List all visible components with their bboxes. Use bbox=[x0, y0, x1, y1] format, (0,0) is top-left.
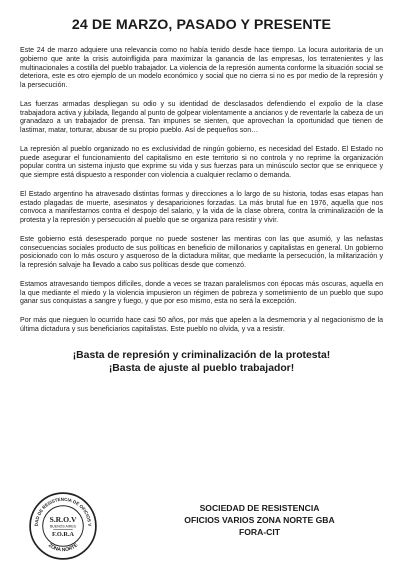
organization-subtitle: OFICIOS VARIOS ZONA NORTE GBA bbox=[184, 515, 335, 526]
svg-text:ZONA NORTE bbox=[47, 542, 80, 553]
paragraph-2: Las fuerzas armadas despliegan su odio y su identidad de desclasados defendiendo el expolio de la clase trabajadora activa y jubilada, llegando al punto de golpear violentamente a ancianos y de reventarle la cabeza de un granadazo a un trabajador de prensa. Tan impunes se sienten, que aprovechan la oportunidad que tienen de lastimar, matar, torturar, abusar de su propio pueblo. Así de pequeños son… bbox=[20, 100, 383, 134]
seal-city: BUENOS AIRES bbox=[49, 524, 77, 529]
slogans bbox=[20, 349, 383, 376]
paragraph-7: Por más que nieguen lo ocurrido hace casi 50 años, por más que apelen a la desmemoria y al negacionismo de la última dictadura y sus beneficiarios capitalistas. Este pueblo no olvida, y va a resistir. bbox=[20, 317, 383, 333]
organization-federation: FORA-CIT bbox=[238, 527, 281, 538]
organization-seal bbox=[28, 491, 98, 561]
paragraph-5: Este gobierno está desesperado porque no puede sostener las mentiras con las que asumió, y las nefastas consecuencias sociales producto de sus políticas en beneficio de millonarios y capitalistas en general. Un gobierno posicionado con lo más oscuro y asqueroso de la dictadura militar, que mediante la persecución, la militarización y la represión salvaje ha llevado a cabo sus políticas desde que comenzó. bbox=[20, 235, 383, 269]
organization-signature bbox=[136, 502, 383, 539]
paragraph-3: La represión al pueblo organizado no es exclusividad de ningún gobierno, es necesidad del Estado. El Estado no puede asegurar el funcionamiento del capitalismo en este territorio si no controla y no reprime la organización popular contra un sistema injusto que exprime su vida y sus fuerzas para un minúsculo sector que se enriquece y que siempre está dispuesto a responder con violencia a cualquier reclamo o demanda. bbox=[20, 145, 383, 179]
seal-federation: F.O.R.A bbox=[52, 530, 74, 538]
slogan-1: ¡Basta de represión y criminalización de la protesta! bbox=[72, 349, 331, 361]
organization-name: SOCIEDAD DE RESISTENCIA bbox=[199, 503, 320, 513]
paragraph-4: El Estado argentino ha atravesado distintas formas y direcciones a lo largo de su historia, todas esas etapas han estado plagadas de muerte, asesinatos y desapariciones forzadas. La más brutal fue en 1976, aquella que nos convoca a manifestarnos contra el despojo del salario, y la vida de la clase obrera, contra la criminalización de la protesta y la represión y persecución al pueblo que se organiza para resistir y vivir. bbox=[20, 190, 383, 224]
seal-ring-bottom-text: ZONA NORTE bbox=[46, 543, 80, 554]
seal-acronym: S.R.O.V bbox=[49, 514, 77, 524]
paragraph-1: Este 24 de marzo adquiere una relevancia como no había tenido desde hace tiempo. La locura autoritaria de un gobierno que ante la crisis autoinfligida para maximizar la ganancia de las empresas, los terratenientes y las multinacionales a costilla del pueblo trabajador. La violencia de la represión aumenta conforme la situación social se deteriora, este es otro ejemplo de un modelo económico y social que no cierra si no es por medio de la represión y la persecución. bbox=[20, 47, 383, 89]
slogan-2: ¡Basta de ajuste al pueblo trabajador! bbox=[108, 363, 295, 374]
seal-ring-top-text: DAD DE RESISTENCIA DE OFICIOS V bbox=[33, 496, 93, 527]
page-title: 24 DE MARZO, PASADO Y PRESENTE bbox=[71, 17, 332, 33]
signature-footer bbox=[28, 491, 383, 561]
paragraph-6: Estamos atravesando tiempos difíciles, donde a veces se trazan paralelismos con épocas más oscuras, aquella en la que mediante el miedo y la violencia impusieron un régimen de pobreza y sometimiento de un pueblo que supo ganar sus conquistas a sangre y fuego, y que por eso mismo, esta no será la excepción. bbox=[20, 280, 383, 306]
